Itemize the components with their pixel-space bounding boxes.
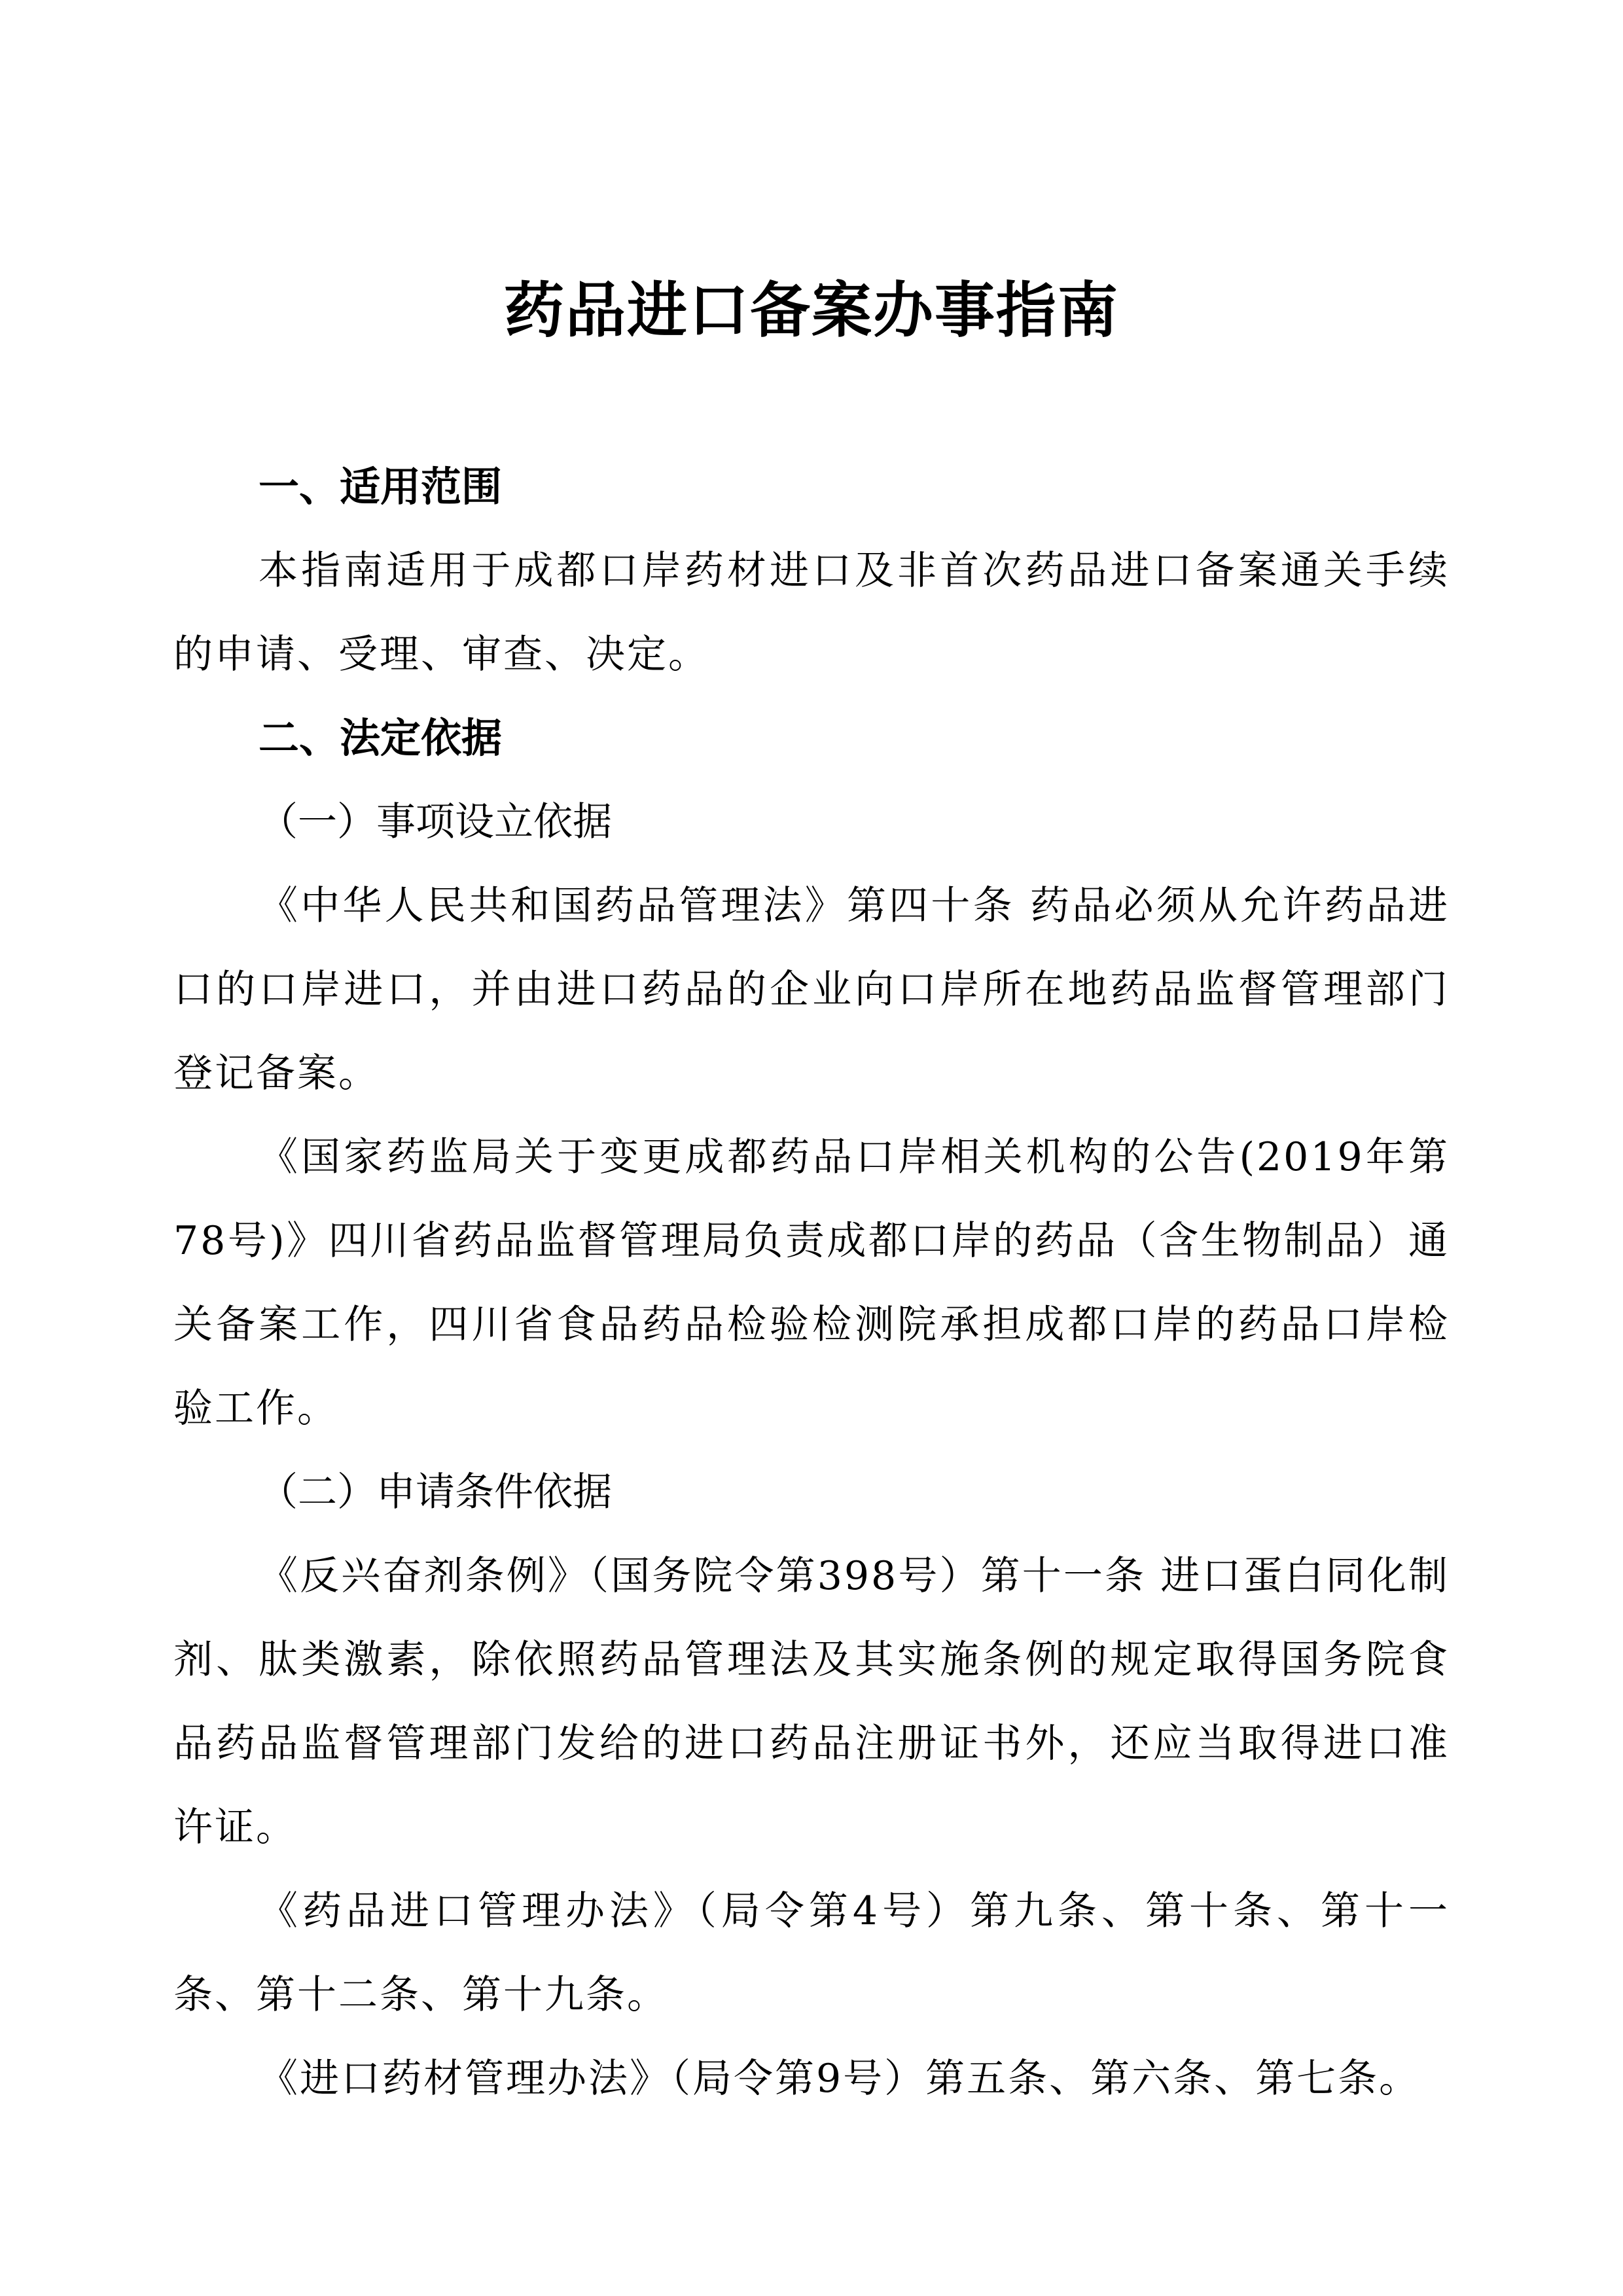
paragraph-medicinal-materials-measures: 《进口药材管理办法》（局令第9号）第五条、第六条、第七条。: [259, 2056, 1421, 2102]
subsection-heading-establishment-basis: （一）事项设立依据: [259, 799, 612, 845]
scope-paragraph: 本指南适用于成都口岸药材进口及非首次药品进口备案通关手续的申请、受理、审查、决定。: [173, 548, 1450, 677]
paragraph-drug-administration-law: 《中华人民共和国药品管理法》第四十条 药品必须从允许药品进口的口岸进口，并由进口药品的企业向口岸所在地药品监督管理部门登记备案。: [173, 883, 1450, 1096]
section-heading-legal-basis: 二、法定依据: [259, 714, 503, 762]
document-body: [173, 445, 1450, 2121]
paragraph-anti-doping-regulation: 《反兴奋剂条例》（国务院令第398号）第十一条 进口蛋白同化制剂、肽类激素，除依照药品管理法及其实施条例的规定取得国务院食品药品监督管理部门发给的进口药品注册证书外，还应当取得进口准许证。: [173, 1553, 1450, 1850]
paragraph-nmpa-announcement: 《国家药监局关于变更成都药品口岸相关机构的公告(2019年第78号)》四川省药品监督管理局负责成都口岸的药品（含生物制品）通关备案工作，四川省食品药品检验检测院承担成都口岸的药品口岸检验工作。: [173, 1134, 1450, 1431]
paragraph-drug-import-measures: 《药品进口管理办法》（局令第4号）第九条、第十条、第十一条、第十二条、第十九条。: [173, 1888, 1450, 2018]
section-heading-scope: 一、适用范围: [259, 463, 503, 511]
subsection-heading-application-basis: （二）申请条件依据: [259, 1469, 612, 1515]
document-title: 药品进口备案办事指南: [503, 276, 1119, 346]
